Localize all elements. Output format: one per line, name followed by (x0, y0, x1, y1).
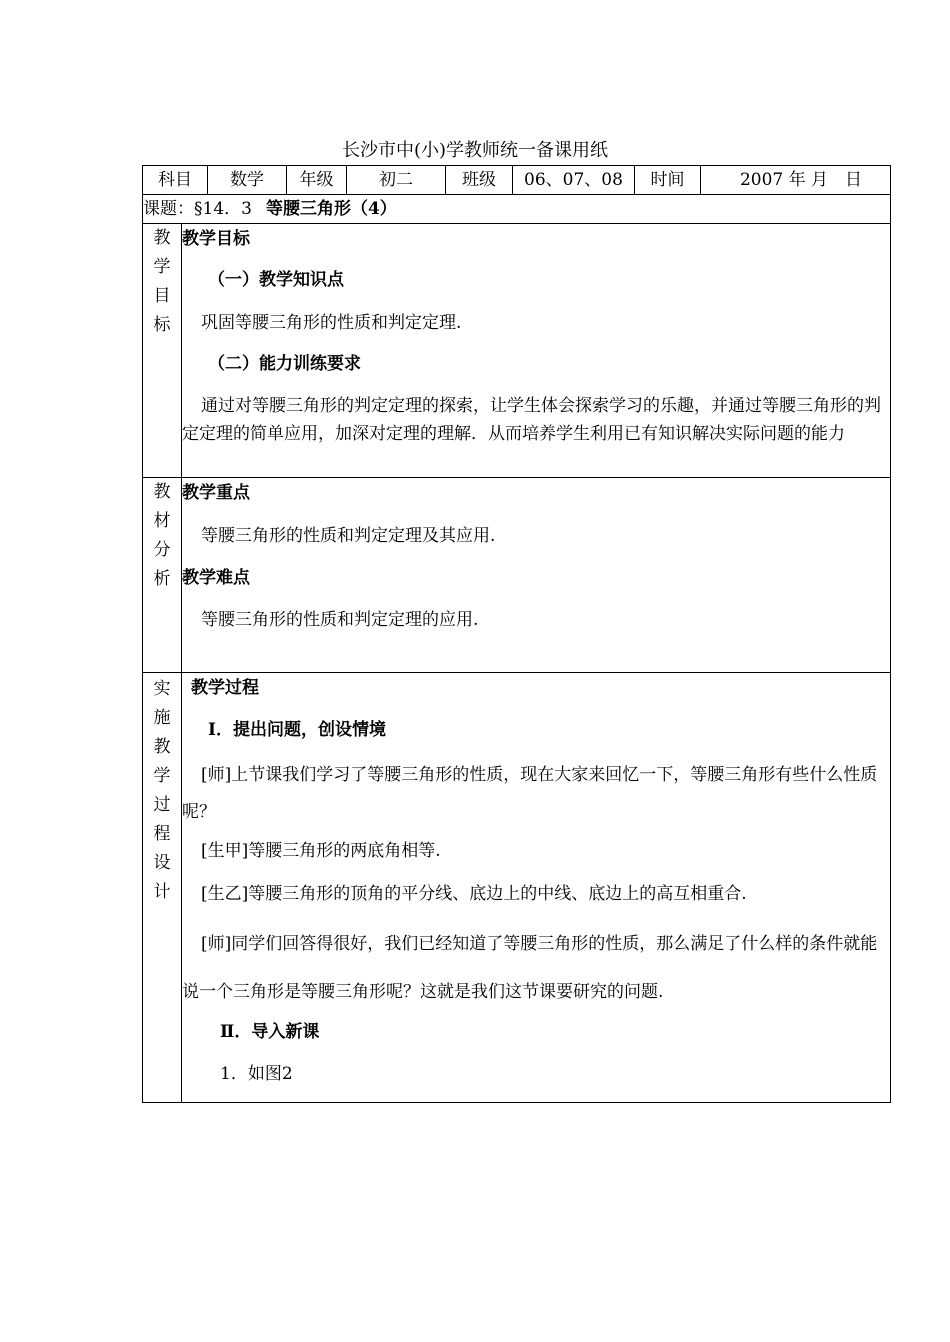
analysis-text2: 等腰三角形的性质和判定定理的应用. (201, 610, 479, 630)
subject-value: 数学 (208, 166, 287, 194)
topic-label: 课题：§14．3 (143, 199, 252, 219)
goals-side-label: 教学目标 (143, 224, 182, 478)
class-label: 班级 (446, 166, 513, 194)
process-item1: 1．如图2 (220, 1064, 293, 1084)
time-value: 2007 年 月 日 (701, 166, 902, 194)
goals-row (143, 224, 891, 478)
topic-name: 等腰三角形（4） (265, 199, 397, 219)
page-title: 长沙市中(小)学教师统一备课用纸 (341, 140, 609, 161)
goals-heading: 教学目标 (182, 229, 250, 249)
process-part1: Ⅰ．提出问题，创设情境 (208, 720, 386, 740)
header-cells (143, 166, 891, 195)
time-label: 时间 (635, 166, 701, 194)
topic-row (143, 195, 891, 224)
goals-text1: 巩固等腰三角形的性质和判定定理. (201, 313, 462, 333)
subject-label: 科目 (158, 170, 192, 190)
goals-sub2: （二）能力训练要求 (208, 354, 361, 374)
analysis-heading2: 教学难点 (182, 568, 250, 588)
process-line4: [师]同学们回答得很好，我们已经知道了等腰三角形的性质，那么满足了什么样的条件就能说一个三角形是等腰三角形呢？这就是我们这节课要研究的问题. (182, 934, 878, 1002)
analysis-content (182, 478, 891, 673)
analysis-text1: 等腰三角形的性质和判定定理及其应用. (201, 526, 496, 546)
process-line3: [生乙]等腰三角形的顶角的平分线、底边上的中线、底边上的高互相重合. (201, 884, 747, 904)
process-line1: [师]上节课我们学习了等腰三角形的性质，现在大家来回忆一下，等腰三角形有些什么性质呢？ (182, 765, 878, 822)
class-value: 06、07、08 (513, 166, 635, 194)
process-line2: [生甲]等腰三角形的两底角相等. (201, 841, 441, 861)
process-part2: Ⅱ．导入新课 (220, 1022, 320, 1042)
goals-text2: 通过对等腰三角形的判定定理的探索，让学生体会探索学习的乐趣，并通过等腰三角形的判定定理的简单应用，加深对定理的理解．从而培养学生利用已有知识解决实际问题的能力 (182, 396, 881, 444)
analysis-side-label: 教材分析 (143, 478, 182, 673)
goals-content (182, 224, 891, 478)
grade-label: 年级 (287, 166, 347, 194)
analysis-heading1: 教学重点 (182, 483, 250, 503)
analysis-row (143, 478, 891, 673)
grade-value: 初二 (347, 166, 446, 194)
topic-cell (143, 195, 891, 224)
header-row (143, 166, 891, 195)
process-side-label: 实施教学过程设计 (143, 673, 182, 1103)
process-row (143, 673, 891, 1103)
lesson-plan-table (142, 165, 891, 1103)
process-heading: 教学过程 (191, 678, 259, 698)
goals-sub1: （一）教学知识点 (208, 270, 344, 290)
process-content (182, 673, 891, 1103)
